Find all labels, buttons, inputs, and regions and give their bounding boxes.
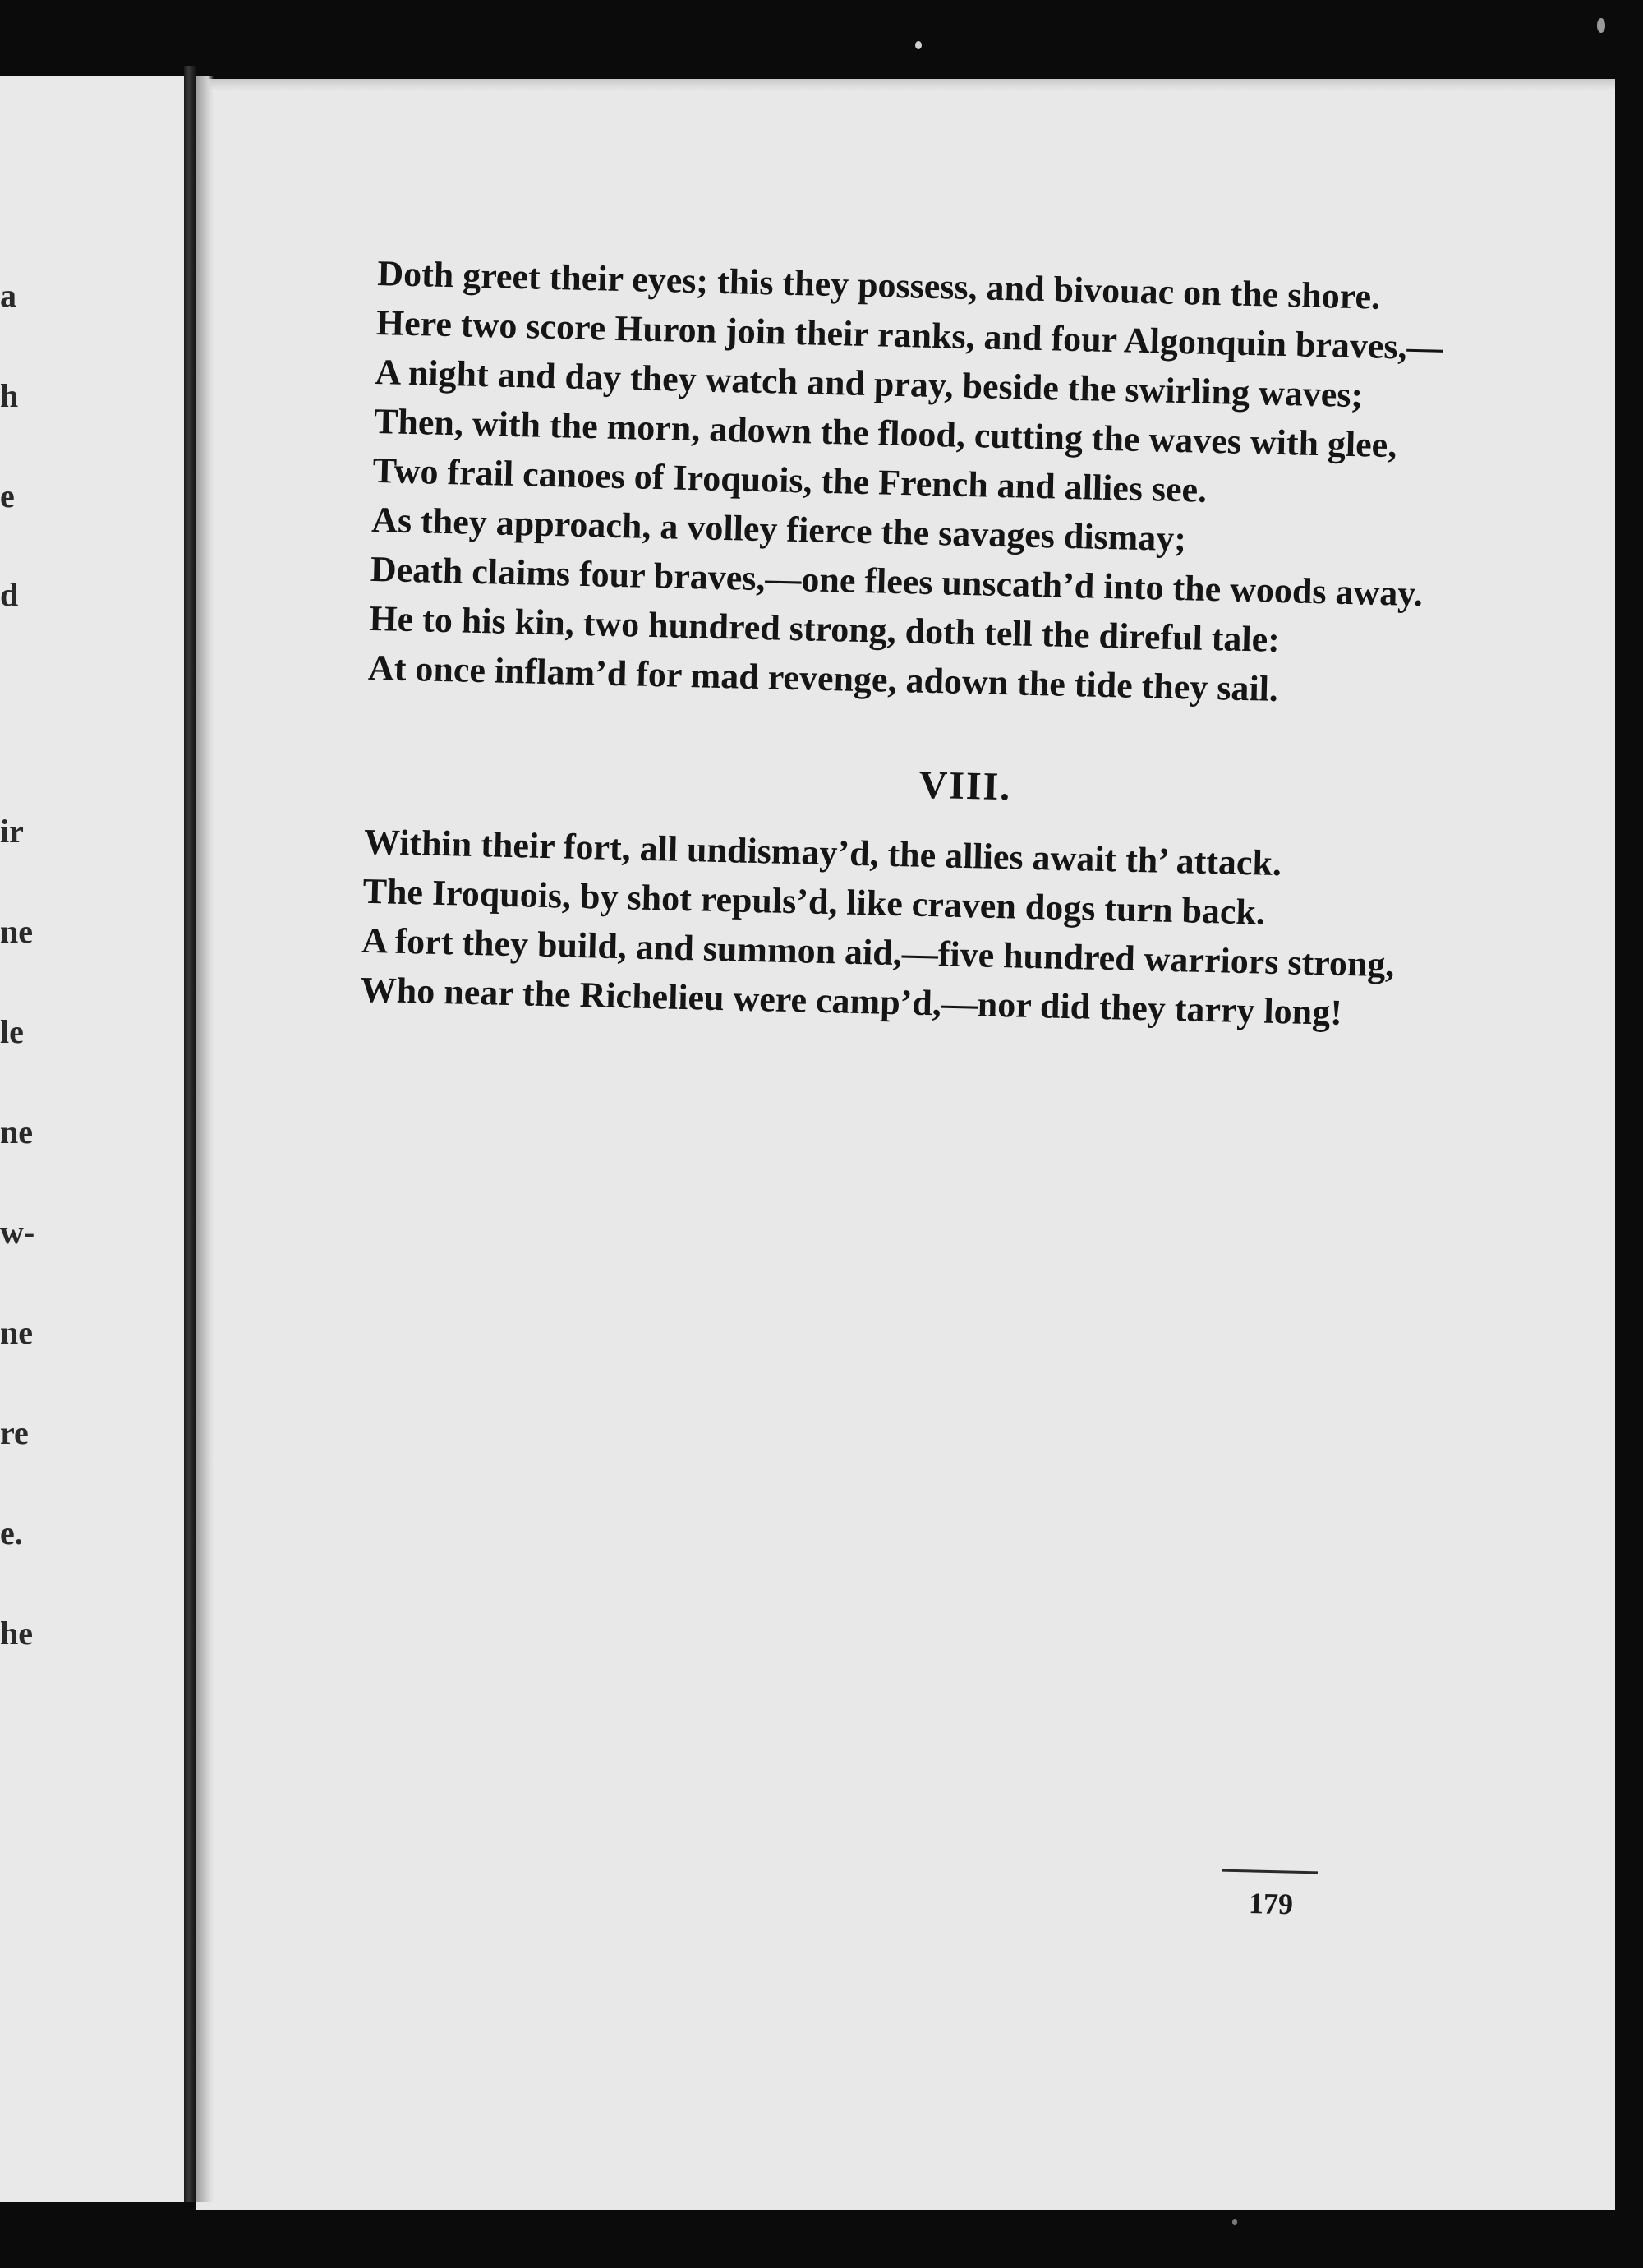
line-fragment: e — [0, 477, 15, 514]
verse-line: Here two score Huron join their ranks, and four Algonquin braves,— — [375, 302, 1444, 368]
line-fragment: he — [0, 1615, 33, 1652]
poem-body — [360, 253, 1577, 1047]
verse-line: Doth greet their eyes; this they possess, and bivouac on the shore. — [376, 253, 1381, 317]
stanza-vii — [368, 253, 1577, 717]
line-fragment: e. — [0, 1514, 23, 1551]
page-number: 179 — [1248, 1887, 1294, 1921]
line-fragment: re — [0, 1414, 29, 1451]
verse-line: He to his kin, two hundred strong, doth tell the direful tale: — [368, 597, 1281, 660]
line-fragment: a — [0, 277, 16, 314]
scan-speck — [1232, 2219, 1237, 2225]
line-fragment: ir — [0, 813, 24, 850]
verse-line: Two frail canoes of Iroquois, the French and allies see. — [372, 449, 1208, 510]
section-heading: VIII. — [918, 763, 1012, 809]
book-gutter — [184, 66, 196, 2202]
verse-line: As they approach, a volley fierce the savages dismay; — [370, 499, 1187, 560]
verse-line: Who near the Richelieu were camp’d,—nor did they tarry long! — [360, 969, 1343, 1033]
previous-page-edge — [0, 76, 191, 2202]
gutter-shadow — [196, 76, 214, 2202]
verse-line: A fort they build, and summon aid,—five hundred warriors strong, — [361, 920, 1395, 985]
scan-speck — [915, 41, 922, 49]
verse-line: Death claims four braves,—one flees unscath’d into the woods away. — [370, 548, 1424, 615]
book-page — [196, 79, 1615, 2210]
scan-speck — [1597, 18, 1605, 33]
line-fragment: ne — [0, 1113, 33, 1150]
line-fragment: ne — [0, 913, 33, 950]
line-fragment: d — [0, 576, 19, 613]
verse-line: The Iroquois, by shot repuls’d, like craven dogs turn back. — [362, 870, 1266, 933]
line-fragment: w- — [0, 1214, 35, 1251]
line-fragment: le — [0, 1013, 24, 1050]
stanza-viii — [360, 822, 1563, 1039]
verse-line: A night and day they watch and pray, beside the swirling waves; — [375, 351, 1364, 416]
verse-line: Then, with the morn, adown the flood, cutting the waves with glee, — [373, 400, 1397, 466]
verse-line: Within their fort, all undismay’d, the allies await th’ attack. — [363, 821, 1282, 884]
line-fragment: h — [0, 377, 19, 414]
page-number-rule — [1222, 1869, 1318, 1874]
verse-line: At once inflam’d for mad revenge, adown the tide they sail. — [367, 647, 1279, 709]
line-fragment: ne — [0, 1314, 33, 1351]
